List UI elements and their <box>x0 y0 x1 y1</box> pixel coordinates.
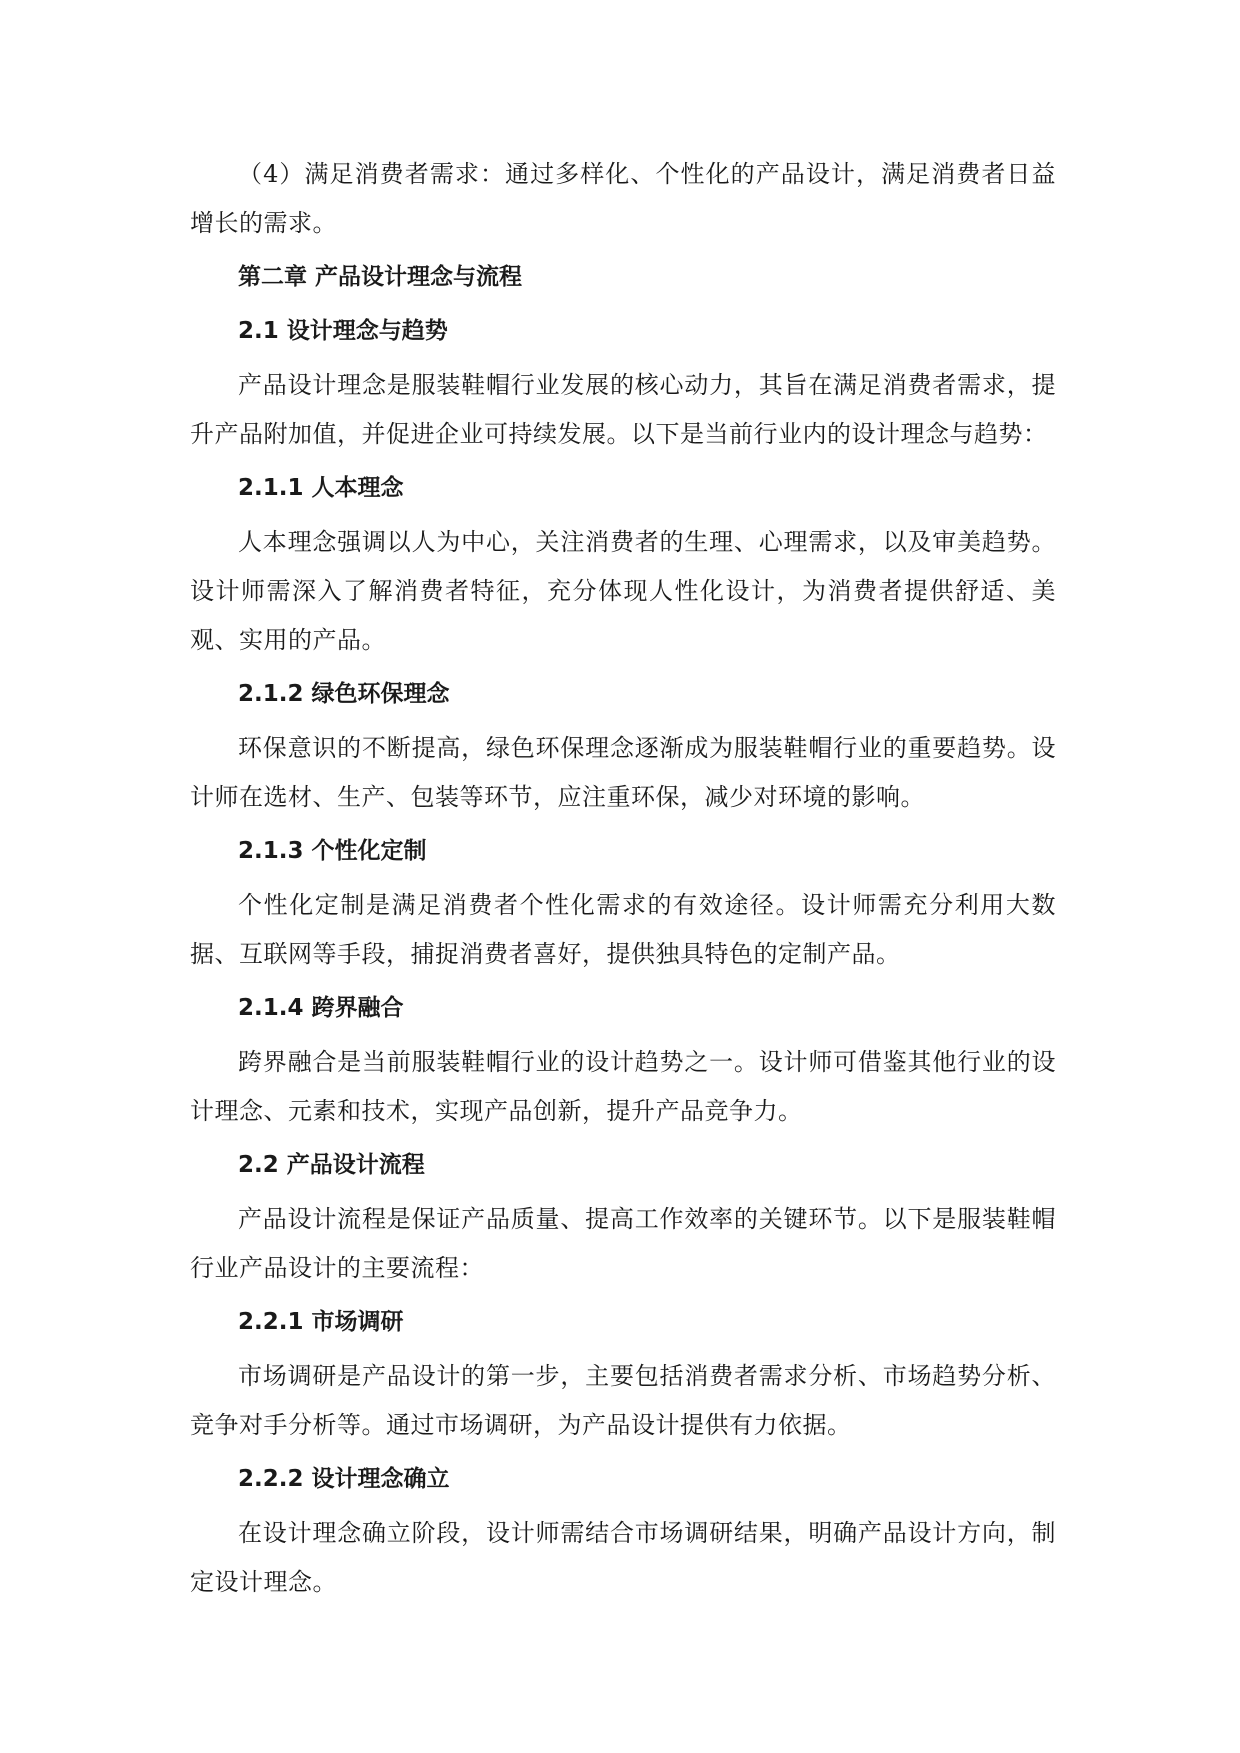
section-2-1-4-paragraph: 跨界融合是当前服装鞋帽行业的设计趋势之一。设计师可借鉴其他行业的设计理念、元素和技术，实现产品创新，提升产品竞争力。 <box>190 1048 1056 1125</box>
section-2-1-4-heading: 2.1.4 跨界融合 <box>238 995 404 1021</box>
section-2-2-2-paragraph: 在设计理念确立阶段，设计师需结合市场调研结果，明确产品设计方向，制定设计理念。 <box>190 1519 1056 1596</box>
section-2-1-heading: 2.1 设计理念与趋势 <box>238 318 448 344</box>
paragraph-4-consumer-needs: （4）满足消费者需求：通过多样化、个性化的产品设计，满足消费者日益增长的需求。 <box>190 160 1056 237</box>
section-2-2-2-heading: 2.2.2 设计理念确立 <box>238 1466 450 1492</box>
section-2-2-paragraph: 产品设计流程是保证产品质量、提高工作效率的关键环节。以下是服装鞋帽行业产品设计的主要流程： <box>190 1205 1056 1282</box>
section-2-2-1-heading: 2.2.1 市场调研 <box>238 1309 404 1335</box>
document-page <box>190 150 1056 1612</box>
section-2-1-1-paragraph: 人本理念强调以人为中心，关注消费者的生理、心理需求，以及审美趋势。设计师需深入了解消费者特征，充分体现人性化设计，为消费者提供舒适、美观、实用的产品。 <box>190 528 1056 654</box>
section-2-1-2-paragraph: 环保意识的不断提高，绿色环保理念逐渐成为服装鞋帽行业的重要趋势。设计师在选材、生产、包装等环节，应注重环保，减少对环境的影响。 <box>190 734 1056 811</box>
section-2-2-1-paragraph: 市场调研是产品设计的第一步，主要包括消费者需求分析、市场趋势分析、竞争对手分析等。通过市场调研，为产品设计提供有力依据。 <box>190 1362 1056 1439</box>
section-2-2-heading: 2.2 产品设计流程 <box>238 1152 425 1178</box>
section-2-1-3-heading: 2.1.3 个性化定制 <box>238 838 427 864</box>
section-2-1-1-heading: 2.1.1 人本理念 <box>238 475 404 501</box>
chapter-2-title: 第二章 产品设计理念与流程 <box>238 264 523 290</box>
section-2-1-2-heading: 2.1.2 绿色环保理念 <box>238 681 450 707</box>
section-2-1-3-paragraph: 个性化定制是满足消费者个性化需求的有效途径。设计师需充分利用大数据、互联网等手段，捕捉消费者喜好，提供独具特色的定制产品。 <box>190 891 1056 968</box>
section-2-1-paragraph: 产品设计理念是服装鞋帽行业发展的核心动力，其旨在满足消费者需求，提升产品附加值，并促进企业可持续发展。以下是当前行业内的设计理念与趋势： <box>190 371 1056 448</box>
